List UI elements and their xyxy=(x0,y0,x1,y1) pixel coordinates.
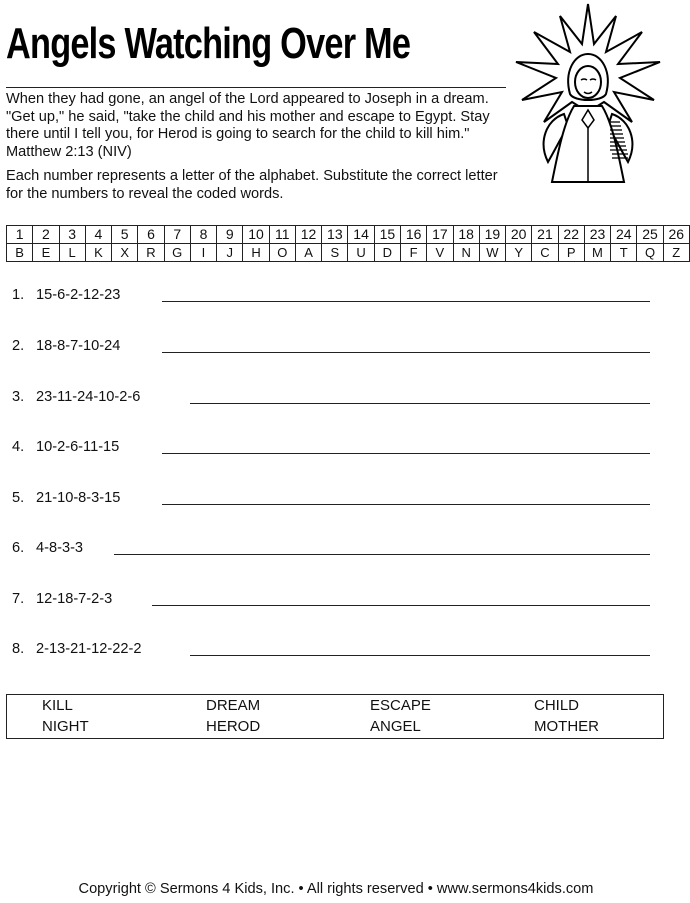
cipher-number: 22 xyxy=(558,226,584,244)
cipher-number: 9 xyxy=(217,226,243,244)
cipher-number: 18 xyxy=(453,226,479,244)
word-bank xyxy=(6,694,664,739)
puzzle-code: 15-6-2-12-23 xyxy=(36,287,121,303)
cipher-number: 20 xyxy=(506,226,532,244)
answer-line[interactable] xyxy=(162,352,650,353)
puzzle-item xyxy=(6,583,650,607)
page-title: Angels Watching Over Me xyxy=(6,19,411,68)
cipher-letter: I xyxy=(190,244,216,262)
answer-line[interactable] xyxy=(114,554,650,555)
puzzle-item xyxy=(6,279,650,303)
cipher-letter: G xyxy=(164,244,190,262)
cipher-number: 8 xyxy=(190,226,216,244)
cipher-letter: Z xyxy=(663,244,689,262)
word-bank-word: CHILD xyxy=(534,697,580,714)
cipher-numbers-row xyxy=(7,226,690,244)
cipher-number: 12 xyxy=(295,226,321,244)
copyright-footer: Copyright © Sermons 4 Kids, Inc. • All rights reserved • www.sermons4kids.com xyxy=(78,881,594,897)
cipher-number: 14 xyxy=(348,226,374,244)
cipher-letter: M xyxy=(584,244,610,262)
answer-line[interactable] xyxy=(190,655,650,656)
word-bank-word: ESCAPE xyxy=(370,697,431,714)
puzzle-code: 10-2-6-11-15 xyxy=(36,439,120,455)
puzzle-item xyxy=(6,330,650,354)
puzzle-code: 18-8-7-10-24 xyxy=(36,338,121,354)
scripture-passage: When they had gone, an angel of the Lord appeared to Joseph in a dream. "Get up," he said, "take the child and his mother and escape to Egypt. Stay there until I tell you, for Herod is going to search for the child to kill him." Matthew 2:13 (NIV) xyxy=(6,91,490,160)
cipher-letter: J xyxy=(217,244,243,262)
cipher-letter: S xyxy=(322,244,348,262)
puzzle-number: 5. xyxy=(12,490,25,506)
cipher-number: 10 xyxy=(243,226,269,244)
cipher-number: 17 xyxy=(427,226,453,244)
cipher-number: 16 xyxy=(400,226,426,244)
cipher-letters-row xyxy=(7,244,690,262)
cipher-letter: E xyxy=(33,244,59,262)
cipher-letter: K xyxy=(85,244,111,262)
cipher-number: 5 xyxy=(112,226,138,244)
cipher-letter: N xyxy=(453,244,479,262)
cipher-number: 11 xyxy=(269,226,295,244)
cipher-number: 2 xyxy=(33,226,59,244)
cipher-letter: C xyxy=(532,244,558,262)
cipher-letter: Q xyxy=(637,244,663,262)
word-bank-word: DREAM xyxy=(206,697,261,714)
puzzle-item xyxy=(6,482,650,506)
cipher-number: 23 xyxy=(584,226,610,244)
cipher-letter: D xyxy=(374,244,400,262)
answer-line[interactable] xyxy=(190,403,650,404)
cipher-number: 3 xyxy=(59,226,85,244)
cipher-number: 21 xyxy=(532,226,558,244)
puzzle-number: 3. xyxy=(12,389,25,405)
cipher-letter: A xyxy=(295,244,321,262)
cipher-number: 24 xyxy=(611,226,637,244)
cipher-number: 15 xyxy=(374,226,400,244)
cipher-letter: Y xyxy=(506,244,532,262)
word-bank-word: KILL xyxy=(42,697,73,714)
puzzle-item xyxy=(6,532,650,556)
cipher-letter: P xyxy=(558,244,584,262)
answer-line[interactable] xyxy=(152,605,650,606)
instructions: Each number represents a letter of the alphabet. Substitute the correct letter for the numbers to reveal the coded words. xyxy=(6,168,498,202)
puzzle-number: 4. xyxy=(12,439,25,455)
puzzle-number: 6. xyxy=(12,540,25,556)
cipher-number: 6 xyxy=(138,226,164,244)
title-divider xyxy=(6,87,506,88)
cipher-letter: F xyxy=(400,244,426,262)
cipher-letter: L xyxy=(59,244,85,262)
cipher-letter: H xyxy=(243,244,269,262)
cipher-key xyxy=(6,225,690,262)
cipher-number: 1 xyxy=(7,226,33,244)
cipher-number: 19 xyxy=(479,226,505,244)
cipher-letter: T xyxy=(611,244,637,262)
puzzle-item xyxy=(6,431,650,455)
cipher-letter: W xyxy=(479,244,505,262)
puzzle-code: 21-10-8-3-15 xyxy=(36,490,121,506)
puzzle-number: 8. xyxy=(12,641,25,657)
puzzle-code: 4-8-3-3 xyxy=(36,540,84,556)
puzzle-number: 1. xyxy=(12,287,25,303)
cipher-letter: O xyxy=(269,244,295,262)
cipher-letter: R xyxy=(138,244,164,262)
puzzle-number: 2. xyxy=(12,338,25,354)
puzzle-number: 7. xyxy=(12,591,25,607)
cipher-number: 13 xyxy=(322,226,348,244)
cipher-number: 25 xyxy=(637,226,663,244)
puzzle-item xyxy=(6,633,650,657)
cipher-letter: B xyxy=(7,244,33,262)
cipher-number: 7 xyxy=(164,226,190,244)
word-bank-word: ANGEL xyxy=(370,718,421,735)
cipher-number: 4 xyxy=(85,226,111,244)
word-bank-word: MOTHER xyxy=(534,718,599,735)
puzzle-item xyxy=(6,381,650,405)
angel-icon xyxy=(512,2,664,188)
word-bank-word: HEROD xyxy=(206,718,261,735)
word-bank-word: NIGHT xyxy=(42,718,89,735)
cipher-letter: U xyxy=(348,244,374,262)
puzzle-code: 2-13-21-12-22-2 xyxy=(36,641,142,657)
puzzle-code: 23-11-24-10-2-6 xyxy=(36,389,141,405)
answer-line[interactable] xyxy=(162,301,650,302)
cipher-letter: X xyxy=(112,244,138,262)
cipher-letter: V xyxy=(427,244,453,262)
answer-line[interactable] xyxy=(162,504,650,505)
answer-line[interactable] xyxy=(162,453,650,454)
cipher-number: 26 xyxy=(663,226,689,244)
puzzle-code: 12-18-7-2-3 xyxy=(36,591,113,607)
